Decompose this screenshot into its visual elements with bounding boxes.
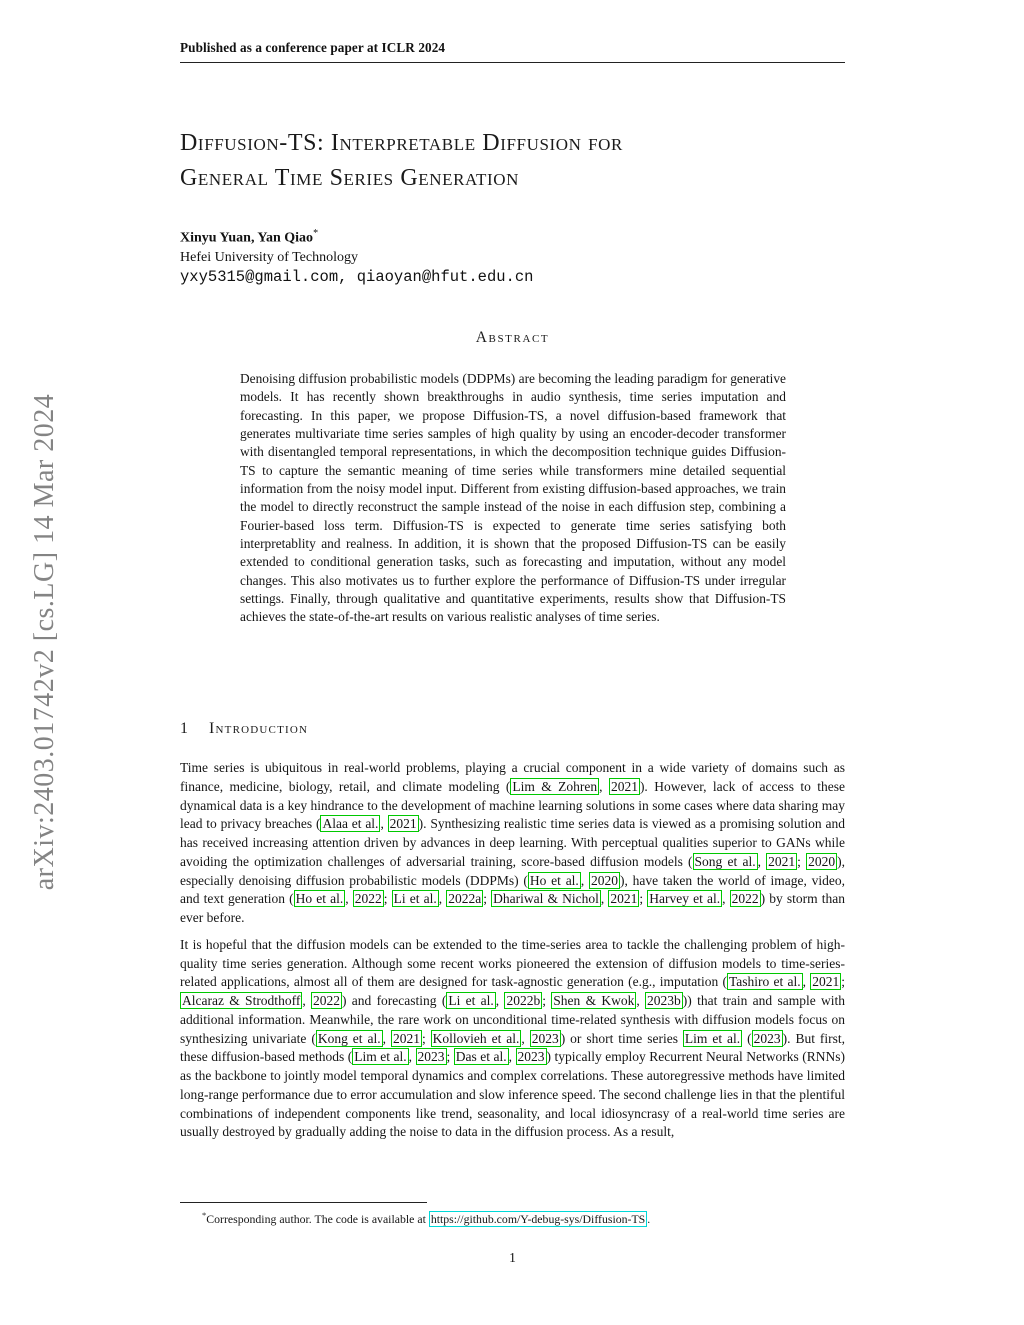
author-affiliation: Hefei University of Technology — [180, 249, 358, 265]
intro-paragraph-2: It is hopeful that the diffusion models can be extended to the time-series area to tackle the challenging problem of high-quality time series generation. Although some recent works pioneered the extension of diffusion models to time-series-related applications, almost all of them are designed for task-agnostic generation (e.g., imputation ( Tashiro et al. , 2021 ; Alcaraz & Strodthoff , 2022 ) and forecasting ( Li et al. , 2022b ; Shen & Kwok , 2023b )) that train and sample with additional information. Meanwhile, the rare work on unconditional time-related synthesis with diffusion models focus on synthesizing univariate ( Kong et al. , 2021 ; Kollovieh et al. , 2023 ) or short time series Lim et al. ( 2023 ). But first, these diffusion-based methods ( Lim et al. , 2023 ; Das et al. , 2023 ) typically employ Recurrent Neural Networks (RNNs) as the backbone to jointly model temporal dynamics and complex correlations. These autoregressive methods have limited long-range performance due to error accumulation and slow inference speed. The second challenge lies in that the plentiful combinations of independent components like trend, seasonality, and local idiosyncrasy of a real-world time series are usually destroyed by gradually adding the noise to data in the diffusion process. As a result, — [180, 936, 846, 1140]
citation-link[interactable]: 2021 — [812, 974, 840, 990]
citation-link[interactable]: 2022a — [448, 891, 482, 907]
paper-title-line2: General Time Series Generation — [180, 165, 520, 191]
footnote-rule — [180, 1202, 427, 1203]
page-number: 1 — [509, 1250, 516, 1265]
citation-link[interactable]: 2023b — [647, 993, 681, 1008]
author-names-text: Xinyu Yuan, Yan Qiao — [180, 230, 314, 246]
citation-link[interactable]: 2023 — [753, 1030, 781, 1046]
citation-link[interactable]: Li et al. — [448, 993, 494, 1008]
citation-link[interactable]: Lim et al. — [684, 1030, 741, 1046]
citation-link[interactable]: Tashiro et al. — [728, 974, 801, 990]
citation-link[interactable]: 2021 — [610, 778, 638, 794]
citation-link[interactable]: Harvey et al. — [649, 891, 721, 907]
citation-link[interactable]: 2021 — [610, 891, 638, 907]
citation-link[interactable]: 2023 — [517, 1049, 545, 1065]
citation-link[interactable]: Kollovieh et al. — [432, 1030, 520, 1046]
footnote-text-after: . — [647, 1211, 651, 1226]
citation-link[interactable]: Ho et al. — [295, 891, 344, 907]
citation-link[interactable]: Kong et al. — [317, 1030, 381, 1046]
abstract-text: Denoising diffusion probabilistic models (DDPMs) are becoming the leading paradigm for generative models. It has recently shown breakthroughs in audio synthesis, time series imputation and forecasting. In this paper, we propose Diffusion-TS, a novel diffusion-based framework that generates multivariate time series samples of high quality by using an encoder-decoder transformer with disentangled temporal representations, in which the decomposition technique guides Diffusion-TS to capture the semantic meaning of time series while transformers mine detailed sequential information from the noisy model input. Different from existing diffusion-based approaches, we train the model to directly reconstruct the sample instead of the noise in each diffusion step, combining a Fourier-based loss term. Diffusion-TS is expected to generate time series satisfying both interpretablity and realness. In addition, it is shown that the proposed Diffusion-TS can be easily extended to conditional generation tasks, such as forecasting and imputation, without any model changes. This also motivates us to further explore the performance of Diffusion-TS under irregular settings. Finally, through qualitative and quantitative experiments, results show that Diffusion-TS achieves the state-of-the-art results on various realistic analyses of time series. — [240, 371, 786, 625]
introduction-body — [180, 759, 845, 1150]
citation-link[interactable]: 2020 — [808, 853, 836, 869]
citation-link[interactable]: Lim et al. — [354, 1049, 407, 1065]
citation-link[interactable]: 2023 — [417, 1049, 445, 1065]
citation-link[interactable]: Shen & Kwok — [553, 993, 635, 1008]
citation-link[interactable]: 2022b — [506, 993, 541, 1008]
citation-link[interactable]: Dhariwal & Nichol — [493, 891, 599, 907]
citation-link[interactable]: Song et al. — [694, 853, 756, 869]
abstract-heading: Abstract — [475, 329, 550, 346]
footnote — [180, 1208, 845, 1227]
citation-link[interactable]: 2022 — [731, 891, 759, 907]
citation-link[interactable]: 2023 — [531, 1030, 559, 1046]
citation-link[interactable]: Das et al. — [455, 1049, 507, 1065]
section-label: Introduction — [209, 720, 309, 737]
citation-link[interactable]: Alcaraz & Strodthoff — [182, 993, 301, 1008]
running-header: Published as a conference paper at ICLR 2024 — [180, 40, 446, 55]
citation-link[interactable]: 2020 — [590, 872, 618, 888]
paper-title-line1: Diffusion-TS: Interpretable Diffusion for — [180, 130, 623, 156]
authors-block — [180, 224, 845, 287]
citation-link[interactable]: Lim & Zohren — [512, 778, 598, 794]
corresponding-author-mark: * — [313, 228, 319, 239]
intro-paragraph-1: Time series is ubiquitous in real-world problems, playing a crucial component in a wide variety of domains such as finance, medicine, biology, retail, and climate modeling ( Lim & Zohren , 2021 ). However, lack of access to these dynamical data is a key hindrance to the development of machine learning solutions in some cases where data sharing may lead to privacy breaches ( Alaa et al. , 2021 ). Synthesizing realistic time series data is viewed as a promising solution and has received increasing attention driven by advances in deep learning. With perceptual qualities superior to GANs while avoiding the optimization challenges of adversarial training, score-based diffusion models ( Song et al. , 2021 ; 2020 ), especially denoising diffusion probabilistic models (DDPMs) ( Ho et al. , 2020 ), have taken the world of image, video, and text generation ( Ho et al. , 2022 ; Li et al. , 2022a ; Dhariwal & Nichol , 2021 ; Harvey et al. , 2022 ) by storm than ever before. — [180, 760, 846, 925]
arxiv-watermark: arXiv:2403.01742v2 [cs.LG] 14 Mar 2024 — [29, 393, 60, 891]
author-emails: yxy5315@gmail.com, qiaoyan@hfut.edu.cn — [180, 267, 534, 286]
citation-link[interactable]: Alaa et al. — [322, 816, 379, 832]
header-rule — [180, 62, 845, 63]
citation-link[interactable]: Ho et al. — [529, 872, 579, 888]
citation-link[interactable]: Li et al. — [393, 891, 437, 907]
citation-link[interactable]: 2021 — [768, 853, 796, 869]
paper-title — [180, 126, 860, 196]
footnote-text: Corresponding author. The code is available at — [206, 1211, 429, 1226]
section-number: 1 — [180, 720, 188, 737]
citation-link[interactable]: 2022 — [312, 993, 340, 1008]
citation-link[interactable]: 2021 — [392, 1030, 420, 1046]
author-names — [180, 224, 845, 248]
citation-link[interactable]: 2021 — [389, 816, 417, 832]
section-heading-introduction — [180, 720, 845, 738]
code-repo-link[interactable]: https://github.com/Y-debug-sys/Diffusion-TS — [430, 1211, 646, 1226]
citation-link[interactable]: 2022 — [354, 891, 382, 907]
footnote-mark: * — [202, 1210, 207, 1220]
